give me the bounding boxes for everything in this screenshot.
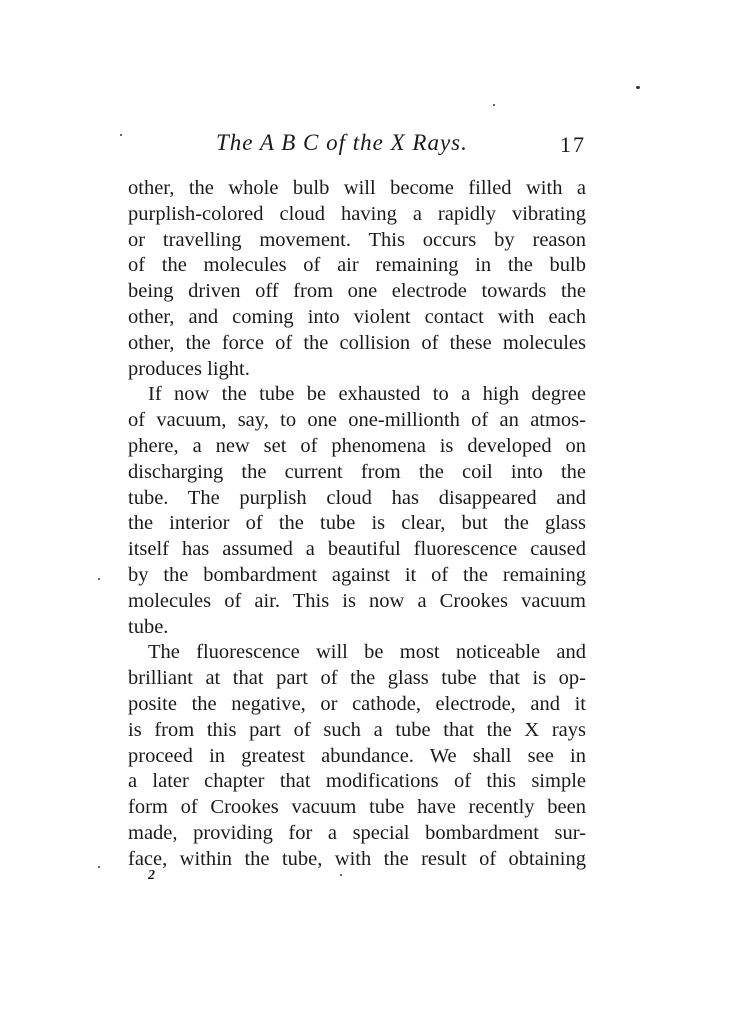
text-line: or travelling movement. This occurs by reason (128, 228, 586, 251)
text-line: phere, a new set of phenomena is developed on (128, 434, 586, 457)
scan-speck (636, 86, 640, 89)
text-line: other, the force of the collision of these molecules (128, 331, 586, 354)
text-line: made, providing for a special bombardment sur- (128, 821, 586, 844)
text-line: face, within the tube, with the result of obtaining (128, 847, 586, 870)
text-line: other, and coming into violent contact with each (128, 305, 586, 328)
text-line: tube. (128, 615, 169, 638)
text-line: molecules of air. This is now a Crookes vacuum (128, 589, 586, 612)
text-line: posite the negative, or cathode, electrode, and it (128, 692, 586, 715)
scan-speck (120, 134, 122, 136)
text-line: being driven off from one electrode towards the (128, 280, 586, 303)
text-line: The fluorescence will be most noticeable and (148, 641, 586, 664)
scan-speck (98, 866, 100, 868)
running-title: The A B C of the X Rays. (216, 130, 468, 155)
text-line: brilliant at that part of the glass tube that is op- (128, 667, 586, 690)
text-line: form of Crookes vacuum tube have recently been (128, 796, 586, 819)
text-line: proceed in greatest abundance. We shall see in (128, 744, 586, 767)
running-head (128, 130, 586, 160)
text-line: by the bombardment against it of the remaining (128, 563, 586, 586)
scan-speck (493, 104, 495, 106)
text-line: of the molecules of air remaining in the bulb (128, 254, 586, 277)
text-line: produces light. (128, 357, 250, 380)
scan-speck (98, 578, 100, 580)
text-line: is from this part of such a tube that the X rays (128, 718, 586, 741)
text-line: the interior of the tube is clear, but the glass (128, 512, 586, 535)
text-line: tube. The purplish cloud has disappeared and (128, 486, 586, 509)
text-line: itself has assumed a beautiful fluorescence caused (128, 538, 586, 561)
text-line: discharging the current from the coil into the (128, 460, 586, 483)
text-line: a later chapter that modifications of this simple (128, 770, 586, 793)
page-number: 17 (560, 132, 586, 157)
text-line: of vacuum, say, to one one-millionth of an atmos- (128, 409, 586, 432)
signature-mark: 2 (148, 868, 155, 883)
text-line: If now the tube be exhausted to a high degree (148, 383, 586, 406)
text-line: purplish-colored cloud having a rapidly vibrating (128, 202, 586, 225)
body-text (128, 176, 586, 873)
scan-speck (340, 874, 342, 876)
text-line: other, the whole bulb will become filled with a (128, 177, 586, 199)
